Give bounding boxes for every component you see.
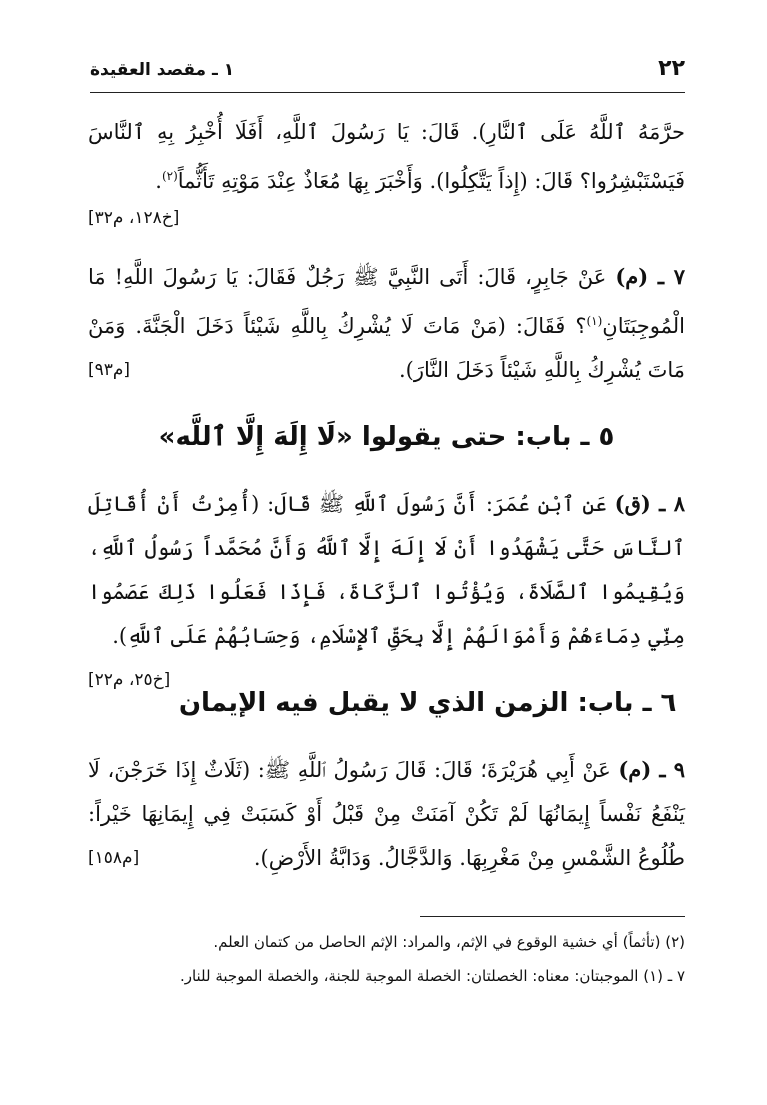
footnote-rule <box>420 916 685 917</box>
hadith-7 <box>88 255 685 392</box>
hadith-reference: [خ١٢٨، م٣٢] <box>88 208 180 228</box>
footnote-marker: (١) <box>586 314 603 328</box>
footnotes <box>88 928 685 996</box>
page-header <box>90 56 685 90</box>
chapter-heading: ٥ ـ باب: حتى يقولوا «لَا إِلَهَ إِلَّا ٱللَّه» <box>158 422 615 452</box>
header-rule <box>90 92 685 93</box>
page-number: ٢٢ <box>658 56 685 81</box>
hadith-text: عَنْ أَبِي هُرَيْرَةَ؛ قَالَ: قَالَ رَسُولُ ٱللَّهِ ﷺ: (ثَلَاثٌ إِذَا خَرَجْنَ، لَا يَنْفَعُ نَفْساً إِيمَانُهَا لَمْ تَكُنْ آمَنَتْ مِنْ قَبْلُ أَوْ كَسَبَتْ فِي إِيمَانِهَا خَيْراً: طُلُوعُ الشَّمْسِ مِنْ مَغْرِبِهَا. وَالدَّجَّالُ. وَدَابَّةُ الأَرْضِ). <box>88 758 685 870</box>
running-title: ١ ـ مقصد العقيدة <box>90 60 235 80</box>
hadith-continuation: حرَّمَهُ ٱللَّهُ عَلَى ٱلنَّارِ). قَالَ: يَا رَسُولَ ٱللَّهِ، أَفَلَا أُخْبِرُ بِهِ ٱلنَّاسَ فَيَسْتَبْشِرُوا؟ قَالَ: (إِذاً يَتَّكِلُوا). وَأَخْبَرَ بِهَا مُعَاذٌ عِنْدَ مَوْتِهِ تَأَثُّماً$^{(٢)}$. [خ١٢٨، م٣٢] <box>88 110 685 233</box>
hadith-text: ؟ فَقَالَ: (مَنْ مَاتَ لَا يُشْرِكُ بِاللَّهِ شَيْئاً دَخَلَ الْجَنَّةَ. وَمَنْ مَاتَ يُشْرِكُ بِاللَّهِ شَيْئاً دَخَلَ النَّارَ). <box>88 314 685 382</box>
hadith-8 <box>88 482 685 690</box>
footnote-1: ٧ ـ (١) الموجبتان: معناه: الخصلتان: الخصلة الموجبة للجنة، والخصلة الموجبة للنار. <box>179 967 685 985</box>
chapter-heading: ٦ ـ باب: الزمن الذي لا يقبل فيه الإيمان <box>178 688 677 718</box>
hadith-text: حرَّمَهُ ٱللَّهُ عَلَى ٱلنَّارِ). قَالَ: يَا رَسُولَ ٱللَّهِ، أَفَلَا أُخْبِرُ بِهِ ٱلنَّاسَ فَيَسْتَبْشِرُوا؟ قَالَ: (إِذاً يَتَّكِلُوا). وَأَخْبَرَ بِهَا مُعَاذٌ عِنْدَ مَوْتِهِ تَأَثُّماً <box>88 120 685 193</box>
hadith-9 <box>88 748 685 880</box>
hadith-text: عَنِ ٱبْنِ عُمَرَ: أَنَّ رَسُولَ ٱللَّهِ ﷺ قَالَ: (أُمِرْتُ أَنْ أُقَاتِلَ ٱلنَّاسَ حَتَّى يَشْهَدُوا أَنْ لَا إِلَهَ إِلَّا ٱللَّهُ وَأَنَّ مُحَمَّداً رَسُولُ ٱللَّهِ، وَيُقِيمُوا ٱلصَّلَاةَ، وَيُؤْتُوا ٱلزَّكَاةَ، فَإِذَا فَعَلُوا ذَلِكَ عَصَمُوا مِنِّي دِمَاءَهُمْ وَأَمْوَالَهُمْ إِلَّا بِحَقِّ ٱلإِسْلَامِ، وَحِسَابُهُمْ عَلَى ٱللَّهِ). <box>88 492 685 648</box>
footnote-2: (٢) (تأثماً) أي خشية الوقوع في الإثم، والمراد: الإثم الحاصل من كتمان العلم. <box>213 933 685 951</box>
hadith-number: ٩ ـ (م) <box>618 757 685 782</box>
hadith-reference: [خ٢٥، م٢٢] <box>88 670 171 690</box>
hadith-reference: [م١٥٨] <box>88 848 140 868</box>
hadith-number: ٧ ـ (م) <box>615 264 685 289</box>
hadith-reference: [م٩٣] <box>88 360 131 380</box>
hadith-number: ٨ ـ (ق) <box>614 491 685 516</box>
footnote-marker: (٢) <box>161 169 178 183</box>
hadith-text: عَنْ جَابِرٍ، قَالَ: أَتَى النَّبِيَّ ﷺ رَجُلٌ فَقَالَ: يَا رَسُولَ اللَّهِ! مَا الْمُوجِبَتَانِ <box>88 265 685 338</box>
page-content <box>88 110 685 880</box>
